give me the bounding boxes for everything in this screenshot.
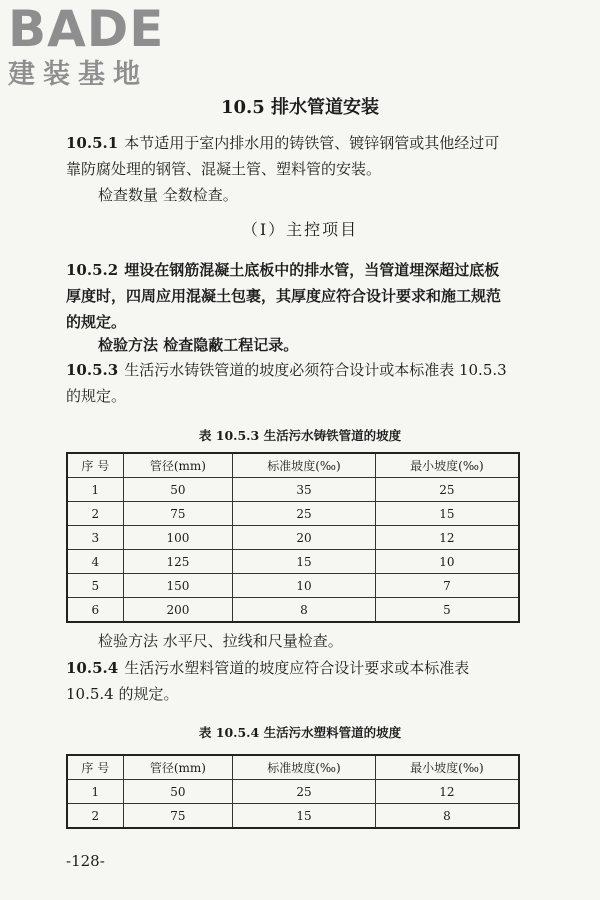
table-cell: 4 bbox=[67, 550, 123, 574]
table-cell: 200 bbox=[123, 598, 232, 623]
table-cell: 10 bbox=[375, 550, 519, 574]
table-cell: 50 bbox=[123, 478, 232, 502]
table-10-5-3-caption: 表 10.5.3 生活污水铸铁管道的坡度 bbox=[198, 428, 402, 443]
table-cell: 5 bbox=[67, 574, 123, 598]
table-cell: 35 bbox=[233, 478, 376, 502]
table-cell: 75 bbox=[123, 804, 232, 829]
clause-text-line2: 厚度时，四周应用混凝土包裹，其厚度应符合设计要求和施工规范 bbox=[66, 287, 502, 305]
table-cell: 150 bbox=[123, 574, 232, 598]
table-cell: 25 bbox=[375, 478, 519, 502]
table-cell: 100 bbox=[123, 526, 232, 550]
section-heading: 10.5 排水管道安装 bbox=[220, 97, 380, 118]
table-header-row bbox=[67, 755, 519, 780]
table-row bbox=[67, 502, 519, 526]
table-cell: 1 bbox=[67, 478, 123, 502]
table-cell: 8 bbox=[375, 804, 519, 829]
logo-subtitle: 建装基地 bbox=[8, 59, 148, 90]
page-number: -128- bbox=[66, 852, 105, 870]
table-cell: 15 bbox=[233, 804, 376, 829]
clause-number: 10.5.1 bbox=[66, 134, 119, 152]
table-cell: 20 bbox=[233, 526, 376, 550]
clause-text-line1: 本节适用于室内排水用的铸铁管、镀锌钢管或其他经过可 bbox=[124, 134, 500, 152]
table-cell: 3 bbox=[67, 526, 123, 550]
table-row bbox=[67, 550, 519, 574]
table-row bbox=[67, 780, 519, 804]
table-cell: 8 bbox=[233, 598, 376, 623]
header-cell: 最小坡度(‰) bbox=[375, 453, 519, 478]
table-cell: 125 bbox=[123, 550, 232, 574]
table-cell: 6 bbox=[67, 598, 123, 623]
table-cell: 10 bbox=[233, 574, 376, 598]
table-10-5-4 bbox=[66, 754, 520, 829]
clause-text-line3: 的规定。 bbox=[66, 313, 127, 331]
table-cell: 15 bbox=[233, 550, 376, 574]
header-cell: 管径(mm) bbox=[123, 453, 232, 478]
table-row bbox=[67, 574, 519, 598]
clause-text-line1: 生活污水铸铁管道的坡度必须符合设计或本标准表 10.5.3 bbox=[124, 361, 507, 379]
bade-logo bbox=[8, 0, 178, 90]
clause-text-line2: 靠防腐处理的钢管、混凝土管、塑料管的安装。 bbox=[66, 160, 382, 178]
clause-10-5-4 bbox=[66, 655, 536, 707]
table-cell: 50 bbox=[123, 780, 232, 804]
clause-text-line2: 的规定。 bbox=[66, 387, 127, 405]
table-cell: 75 bbox=[123, 502, 232, 526]
header-cell: 最小坡度(‰) bbox=[375, 755, 519, 780]
logo-brand: BADE bbox=[8, 0, 165, 58]
table-cell: 15 bbox=[375, 502, 519, 526]
table-10-5-4-caption: 表 10.5.4 生活污水塑料管道的坡度 bbox=[198, 725, 402, 740]
clause-text-line2: 10.5.4 的规定。 bbox=[66, 685, 179, 703]
header-cell: 序 号 bbox=[67, 453, 123, 478]
clause-number: 10.5.3 bbox=[66, 361, 119, 379]
clause-10-5-2 bbox=[66, 257, 536, 335]
clause-text-line1: 生活污水塑料管道的坡度应符合设计要求或本标准表 bbox=[124, 659, 470, 677]
clause-10-5-1 bbox=[66, 130, 536, 182]
table-10-5-3 bbox=[66, 452, 520, 623]
table-row bbox=[67, 804, 519, 829]
table-cell: 5 bbox=[375, 598, 519, 623]
subsection-title: （I）主控项目 bbox=[241, 220, 359, 239]
table-cell: 2 bbox=[67, 804, 123, 829]
table-cell: 12 bbox=[375, 526, 519, 550]
table-row bbox=[67, 598, 519, 623]
header-cell: 标准坡度(‰) bbox=[233, 755, 376, 780]
table-cell: 25 bbox=[233, 780, 376, 804]
table-row bbox=[67, 526, 519, 550]
inspection-method: 检验方法 水平尺、拉线和尺量检查。 bbox=[98, 632, 343, 650]
clause-number: 10.5.2 bbox=[66, 261, 119, 279]
table-cell: 12 bbox=[375, 780, 519, 804]
table-row bbox=[67, 478, 519, 502]
inspection-method: 检验方法 检查隐蔽工程记录。 bbox=[98, 336, 299, 354]
clause-text-line1: 埋设在钢筋混凝土底板中的排水管，当管道埋深超过底板 bbox=[124, 261, 500, 279]
clause-number: 10.5.4 bbox=[66, 659, 119, 677]
table-cell: 25 bbox=[233, 502, 376, 526]
table-cell: 7 bbox=[375, 574, 519, 598]
header-cell: 序 号 bbox=[67, 755, 123, 780]
table-cell: 2 bbox=[67, 502, 123, 526]
header-cell: 管径(mm) bbox=[123, 755, 232, 780]
header-cell: 标准坡度(‰) bbox=[233, 453, 376, 478]
check-quantity: 检查数量 全数检查。 bbox=[98, 186, 238, 204]
clause-10-5-3 bbox=[66, 357, 536, 409]
table-header-row bbox=[67, 453, 519, 478]
table-cell: 1 bbox=[67, 780, 123, 804]
